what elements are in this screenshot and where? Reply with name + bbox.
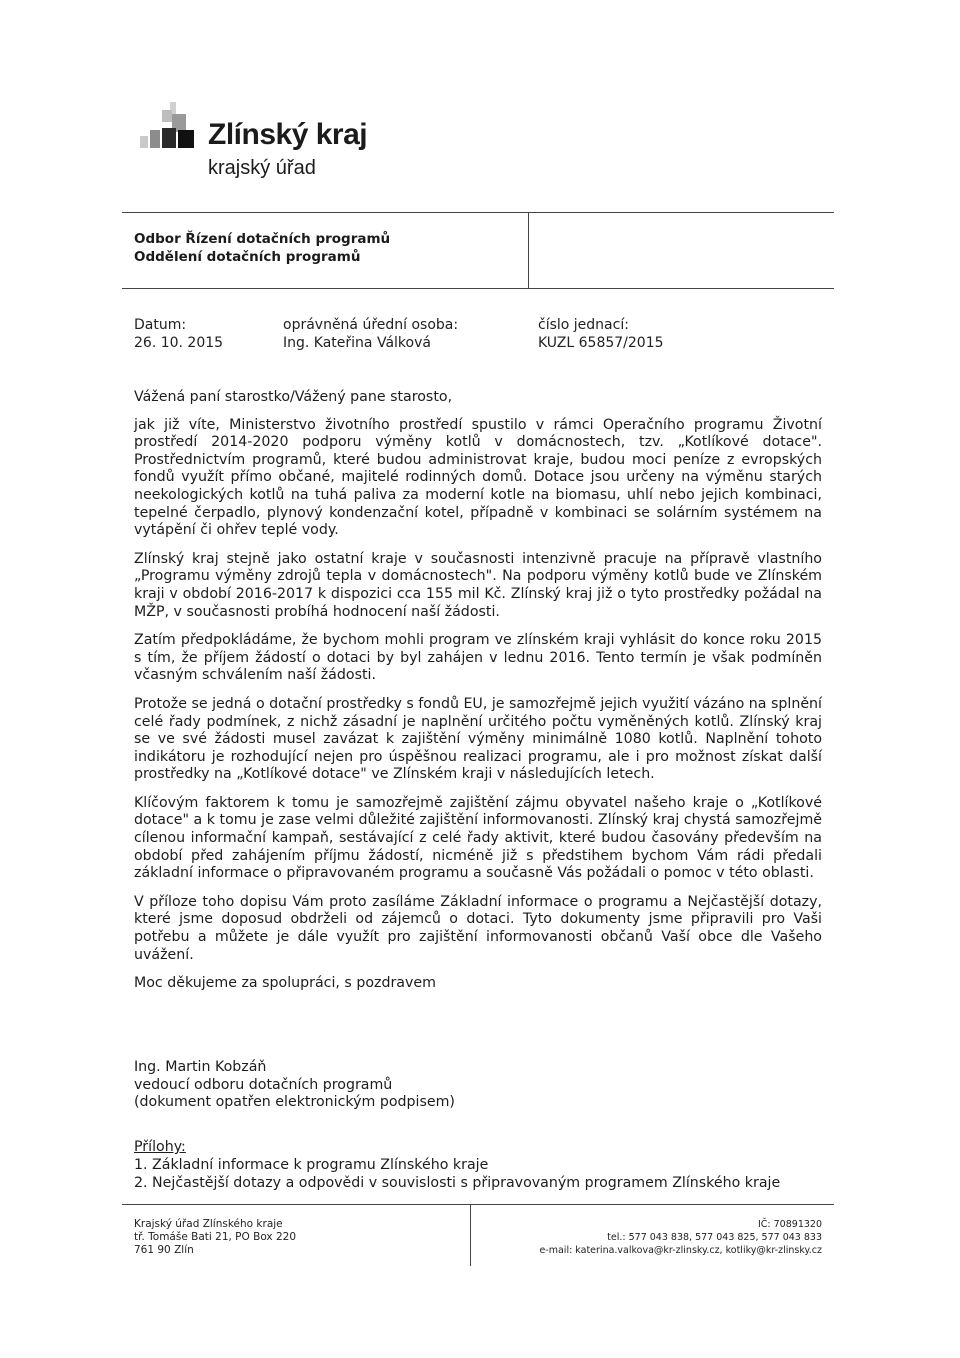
footer-divider — [470, 1204, 471, 1266]
attachment-item: 2. Nejčastější dotazy a odpovědi v souvislosti s připravovaným programem Zlínského kraje — [134, 1175, 781, 1191]
footer-address — [134, 1218, 296, 1257]
header-divider — [528, 212, 529, 288]
header-top-rule — [122, 212, 834, 213]
meta-reference — [538, 316, 664, 352]
body-paragraph: Klíčovým faktorem k tomu je samozřejmě zajištění zájmu obyvatel našeho kraje o „Kotlíkové dotace" a k tomu je zase velmi důležité zajištění informovanosti. Zlínský kraj chystá samozřejmě cílenou informační kampaň, sestávající z celé řady aktivit, které budou časovány především na období před zahájením příjmu žádostí, nicméně již s předstihem bychom Vám rádi předali základní informace o připravovaném programu a současně Vás požádali o pomoc v této oblasti. — [134, 794, 822, 882]
department-block — [134, 230, 390, 266]
greeting: Vážená paní starostko/Vážený pane starosto, — [134, 389, 453, 405]
meta-date — [134, 316, 223, 352]
signatory-role: vedoucí odboru dotačních programů — [134, 1076, 393, 1093]
meta-person — [283, 316, 458, 352]
department-name: Odbor Řízení dotačních programů — [134, 231, 391, 247]
signature-block — [134, 1059, 455, 1112]
footer-phone: tel.: 577 043 838, 577 043 825, 577 043 833 — [607, 1232, 822, 1243]
body-paragraph: V příloze toho dopisu Vám proto zasíláme Základní informace o programu a Nejčastější dotazy, které jsme doposud obdrželi od zájemců o dotaci. Tyto dokumenty jsme připravili pro Vaši potřebu a můžete je dále využít pro zajištění informovanosti občanů Vaší obce dle Vašeho uvážení. — [134, 893, 822, 963]
date-label: Datum: — [134, 317, 187, 333]
body-paragraph: Zlínský kraj stejně jako ostatní kraje v současnosti intenzivně pracuje na přípravě vlastního „Programu výměny zdrojů tepla v domácnostech". Na podporu výměny kotlů bude ve Zlínském kraji v období 2016-2017 k dispozici cca 155 mil Kč. Zlínský kraj již o tyto prostředky požádal na MŽP, v současnosti probíhá hodnocení naší žádosti. — [134, 550, 822, 620]
body-paragraph: Protože se jedná o dotační prostředky s fondů EU, je samozřejmě jejich využití vázáno na splnění celé řady podmínek, z nichž zásadní je naplnění určitého počtu vyměněných kotlů. Zlínský kraj se ve své žádosti musel zavázat k zajištění výměny minimálně 1080 kotlů. Naplnění tohoto indikátoru je rozhodující nejen pro úspěšnou realizaci programu, ale i pro možnost získat další prostředky na „Kotlíkové dotace" ve Zlínském kraji v následujících letech. — [134, 695, 822, 783]
footer-ic: IČ: 70891320 — [757, 1219, 822, 1230]
org-subtitle: krajský úřad — [208, 157, 316, 179]
footer-rule — [122, 1204, 834, 1205]
attachments-heading: Přílohy: — [134, 1139, 186, 1155]
footer-street: tř. Tomáše Bati 21, PO Box 220 — [134, 1231, 297, 1243]
footer-office: Krajský úřad Zlínského kraje — [134, 1218, 283, 1230]
footer-city: 761 90 Zlín — [134, 1244, 194, 1256]
reference-value: KUZL 65857/2015 — [538, 335, 664, 351]
logo-mark — [122, 100, 194, 150]
footer-contact — [539, 1218, 822, 1257]
signatory-name: Ing. Martin Kobzáň — [134, 1059, 267, 1075]
signature-note: (dokument opatřen elektronickým podpisem) — [134, 1094, 455, 1111]
date-value: 26. 10. 2015 — [134, 335, 224, 351]
attachments-block — [134, 1138, 780, 1192]
body-paragraph: jak již víte, Ministerstvo životního prostředí spustilo v rámci Operačního programu Životní prostředí 2014-2020 podporu výměny kotlů v domácnostech, tzv. „Kotlíkové dotace". Prostřednictvím programů, které budou administrovat kraje, budou moci peníze z evropských fondů využít přímo občané, majitelé rodinných domů. Dotace jsou určeny na výměnu starých neekologických kotlů na tuhá paliva za moderní kotle na biomasu, uhlí nebo jejich kombinaci, tepelné čerpadlo, plynový kondenzační kotel, případně v kombinaci se solárním systémem na vytápění či ohřev teplé vody. — [134, 416, 822, 539]
letter-body — [134, 389, 822, 1004]
footer-email: e-mail: katerina.valkova@kr-zlinsky.cz, kotliky@kr-zlinsky.cz — [539, 1245, 822, 1256]
body-paragraph: Zatím předpokládáme, že bychom mohli program ve zlínském kraji vyhlásit do konce roku 2015 s tím, že příjem žádostí o dotaci by byl zahájen v lednu 2016. Tento termín je však podmíněn včasným schválením naší žádosti. — [134, 632, 822, 684]
attachment-item: 1. Základní informace k programu Zlínského kraje — [134, 1157, 489, 1173]
person-value: Ing. Kateřina Válková — [283, 335, 431, 351]
section-name: Oddělení dotačních programů — [134, 249, 361, 265]
person-label: oprávněná úřední osoba: — [283, 317, 459, 333]
closing: Moc děkujeme za spolupráci, s pozdravem — [134, 975, 436, 992]
header-bottom-rule — [122, 288, 834, 289]
org-title: Zlínský kraj — [208, 118, 368, 151]
reference-label: číslo jednací: — [538, 317, 629, 333]
